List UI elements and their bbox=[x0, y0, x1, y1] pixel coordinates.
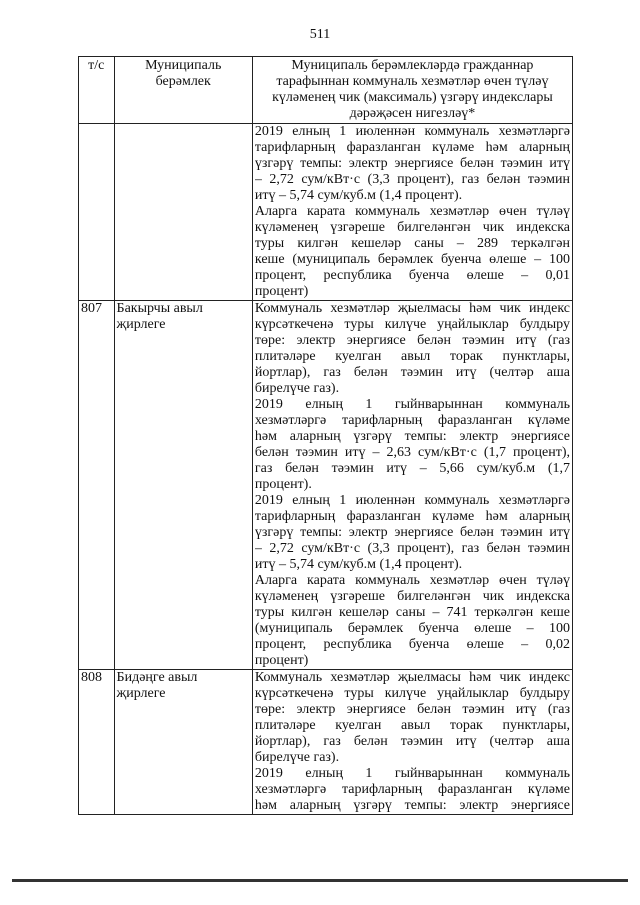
header-line: дәрәҗәсен нигезләү* bbox=[349, 106, 476, 121]
header-municipality bbox=[114, 57, 252, 124]
table-header-row bbox=[79, 57, 573, 124]
text-line: Аларга карата коммуналь хезмәтләр өчен түләү bbox=[254, 204, 570, 219]
header-line: тарафыннан коммуналь хезмәтләр өчен түләү bbox=[276, 74, 549, 89]
text-line: төре: электр энергиясе белән тәэмин итү (газ bbox=[254, 702, 570, 717]
text-line: итү – 5,74 сум/куб.м (1,4 процент). bbox=[254, 188, 463, 203]
text-line: үзгәрү темпы: электр энергиясе белән тәэмин итү bbox=[254, 525, 570, 540]
text-line: туры килгән кешеләр саны – 289 теркәлгән bbox=[254, 236, 570, 251]
text-line: 2019 елның 1 гыйнварыннан коммуналь bbox=[254, 397, 570, 412]
text-line: – 2,72 сум/кВт·с (3,3 процент), газ белән тәэмин bbox=[254, 172, 570, 187]
paragraph bbox=[255, 397, 570, 493]
tariff-table bbox=[78, 56, 573, 815]
text-line: хезмәтләргә тарифларның фаразланган күләме bbox=[254, 413, 570, 428]
paragraph bbox=[255, 573, 570, 669]
header-line: Муниципаль bbox=[145, 58, 222, 73]
municipality-line: җирлеге bbox=[116, 686, 166, 701]
row-municipality bbox=[114, 124, 252, 301]
text-line: 2019 елның 1 июленнән коммуналь хезмәтләргә bbox=[254, 493, 570, 508]
table-row bbox=[79, 124, 573, 301]
header-num: т/с bbox=[79, 57, 115, 124]
text-line: газ белән тәэмин итү – 5,66 сум/куб.м (1,7 bbox=[254, 461, 570, 476]
page-number: 511 bbox=[309, 27, 331, 42]
text-line: Коммуналь хезмәтләр җыелмасы һәм чик индекс bbox=[254, 301, 570, 316]
text-line: тарифларның фаразланган күләме һәм аларның bbox=[254, 509, 570, 524]
paragraph bbox=[255, 301, 570, 397]
text-line: йортлар), газ белән тәэмин итү (челтәр аша bbox=[254, 734, 570, 749]
text-line: плитәләре куелган авыл торак пунктлары, bbox=[254, 718, 570, 733]
row-municipality bbox=[114, 670, 252, 815]
text-line: плитәләре куелган авыл торак пунктлары, bbox=[254, 349, 570, 364]
text-line: белән тәэмин итү – 2,63 сум/кВт·с (1,7 процент), bbox=[254, 445, 570, 460]
text-line: һәм аларның үзгәрү темпы: электр энергиясе bbox=[254, 798, 570, 813]
text-line: (муниципаль берәмлек буенча өлеше – 100 bbox=[254, 621, 570, 636]
municipality-line: җирлеге bbox=[116, 317, 166, 332]
header-line: берәмлек bbox=[155, 74, 211, 89]
text-line: 2019 елның 1 июленнән коммуналь хезмәтләргә bbox=[254, 124, 570, 139]
paragraph bbox=[255, 670, 570, 766]
text-line: кеше (муниципаль берәмлек буенча өлеше – 100 bbox=[254, 252, 570, 267]
text-line: процент) bbox=[254, 653, 309, 668]
row-basis bbox=[252, 124, 572, 301]
text-line: Коммуналь хезмәтләр җыелмасы һәм чик индекс bbox=[254, 670, 570, 685]
paragraph bbox=[255, 493, 570, 573]
text-line: тарифларның фаразланган күләме һәм аларның bbox=[254, 140, 570, 155]
text-line: 2019 елның 1 гыйнварыннан коммуналь bbox=[254, 766, 570, 781]
text-line: үзгәрү темпы: электр энергиясе белән тәэмин итү bbox=[254, 156, 570, 171]
municipality-line: Бидәңге авыл bbox=[116, 670, 198, 685]
text-line: һәм аларның үзгәрү темпы: электр энергиясе bbox=[254, 429, 570, 444]
text-line: хезмәтләргә тарифларның фаразланган күләме bbox=[254, 782, 570, 797]
table-row bbox=[79, 670, 573, 815]
text-line: итү – 5,74 сум/куб.м (1,4 процент). bbox=[254, 557, 463, 572]
text-line: – 2,72 сум/кВт·с (3,3 процент), газ белән тәэмин bbox=[254, 541, 570, 556]
text-line: күләменең үзгәреше билгеләнгән чик индекска bbox=[254, 220, 570, 235]
header-line: Муниципаль берәмлекләрдә гражданнар bbox=[291, 58, 534, 73]
row-municipality bbox=[114, 301, 252, 670]
header-basis bbox=[252, 57, 572, 124]
text-line: процент). bbox=[254, 477, 312, 492]
header-line: күләменең чик (максималь) үзгәрү индекслары bbox=[272, 90, 553, 105]
text-line: процент) bbox=[254, 284, 309, 299]
row-number: 807 bbox=[79, 301, 115, 670]
text-line: күләменең үзгәреше билгеләнгән чик индекска bbox=[254, 589, 570, 604]
text-line: бирелүче газ). bbox=[254, 381, 340, 396]
text-line: күрсәткеченә туры килүче уңайлыклар булдыру bbox=[254, 686, 570, 701]
row-basis bbox=[252, 301, 572, 670]
paragraph bbox=[255, 124, 570, 204]
text-line: процент, республика буенча өлеше – 0,01 bbox=[254, 268, 570, 283]
bottom-rule bbox=[12, 879, 628, 882]
row-basis bbox=[252, 670, 572, 815]
row-number bbox=[79, 124, 115, 301]
row-number: 808 bbox=[79, 670, 115, 815]
text-line: төре: электр энергиясе белән тәэмин итү (газ bbox=[254, 333, 570, 348]
text-line: процент, республика буенча өлеше – 0,02 bbox=[254, 637, 570, 652]
text-line: күрсәткеченә туры килүче уңайлыклар булдыру bbox=[254, 317, 570, 332]
paragraph bbox=[255, 766, 570, 814]
municipality-line: Бакырчы авыл bbox=[116, 301, 203, 316]
text-line: йортлар), газ белән тәэмин итү (челтәр аша bbox=[254, 365, 570, 380]
paragraph bbox=[255, 204, 570, 300]
table-row bbox=[79, 301, 573, 670]
text-line: Аларга карата коммуналь хезмәтләр өчен түләү bbox=[254, 573, 570, 588]
text-line: туры килгән кешеләр саны – 741 теркәлгән кеше bbox=[254, 605, 570, 620]
text-line: бирелүче газ). bbox=[254, 750, 340, 765]
